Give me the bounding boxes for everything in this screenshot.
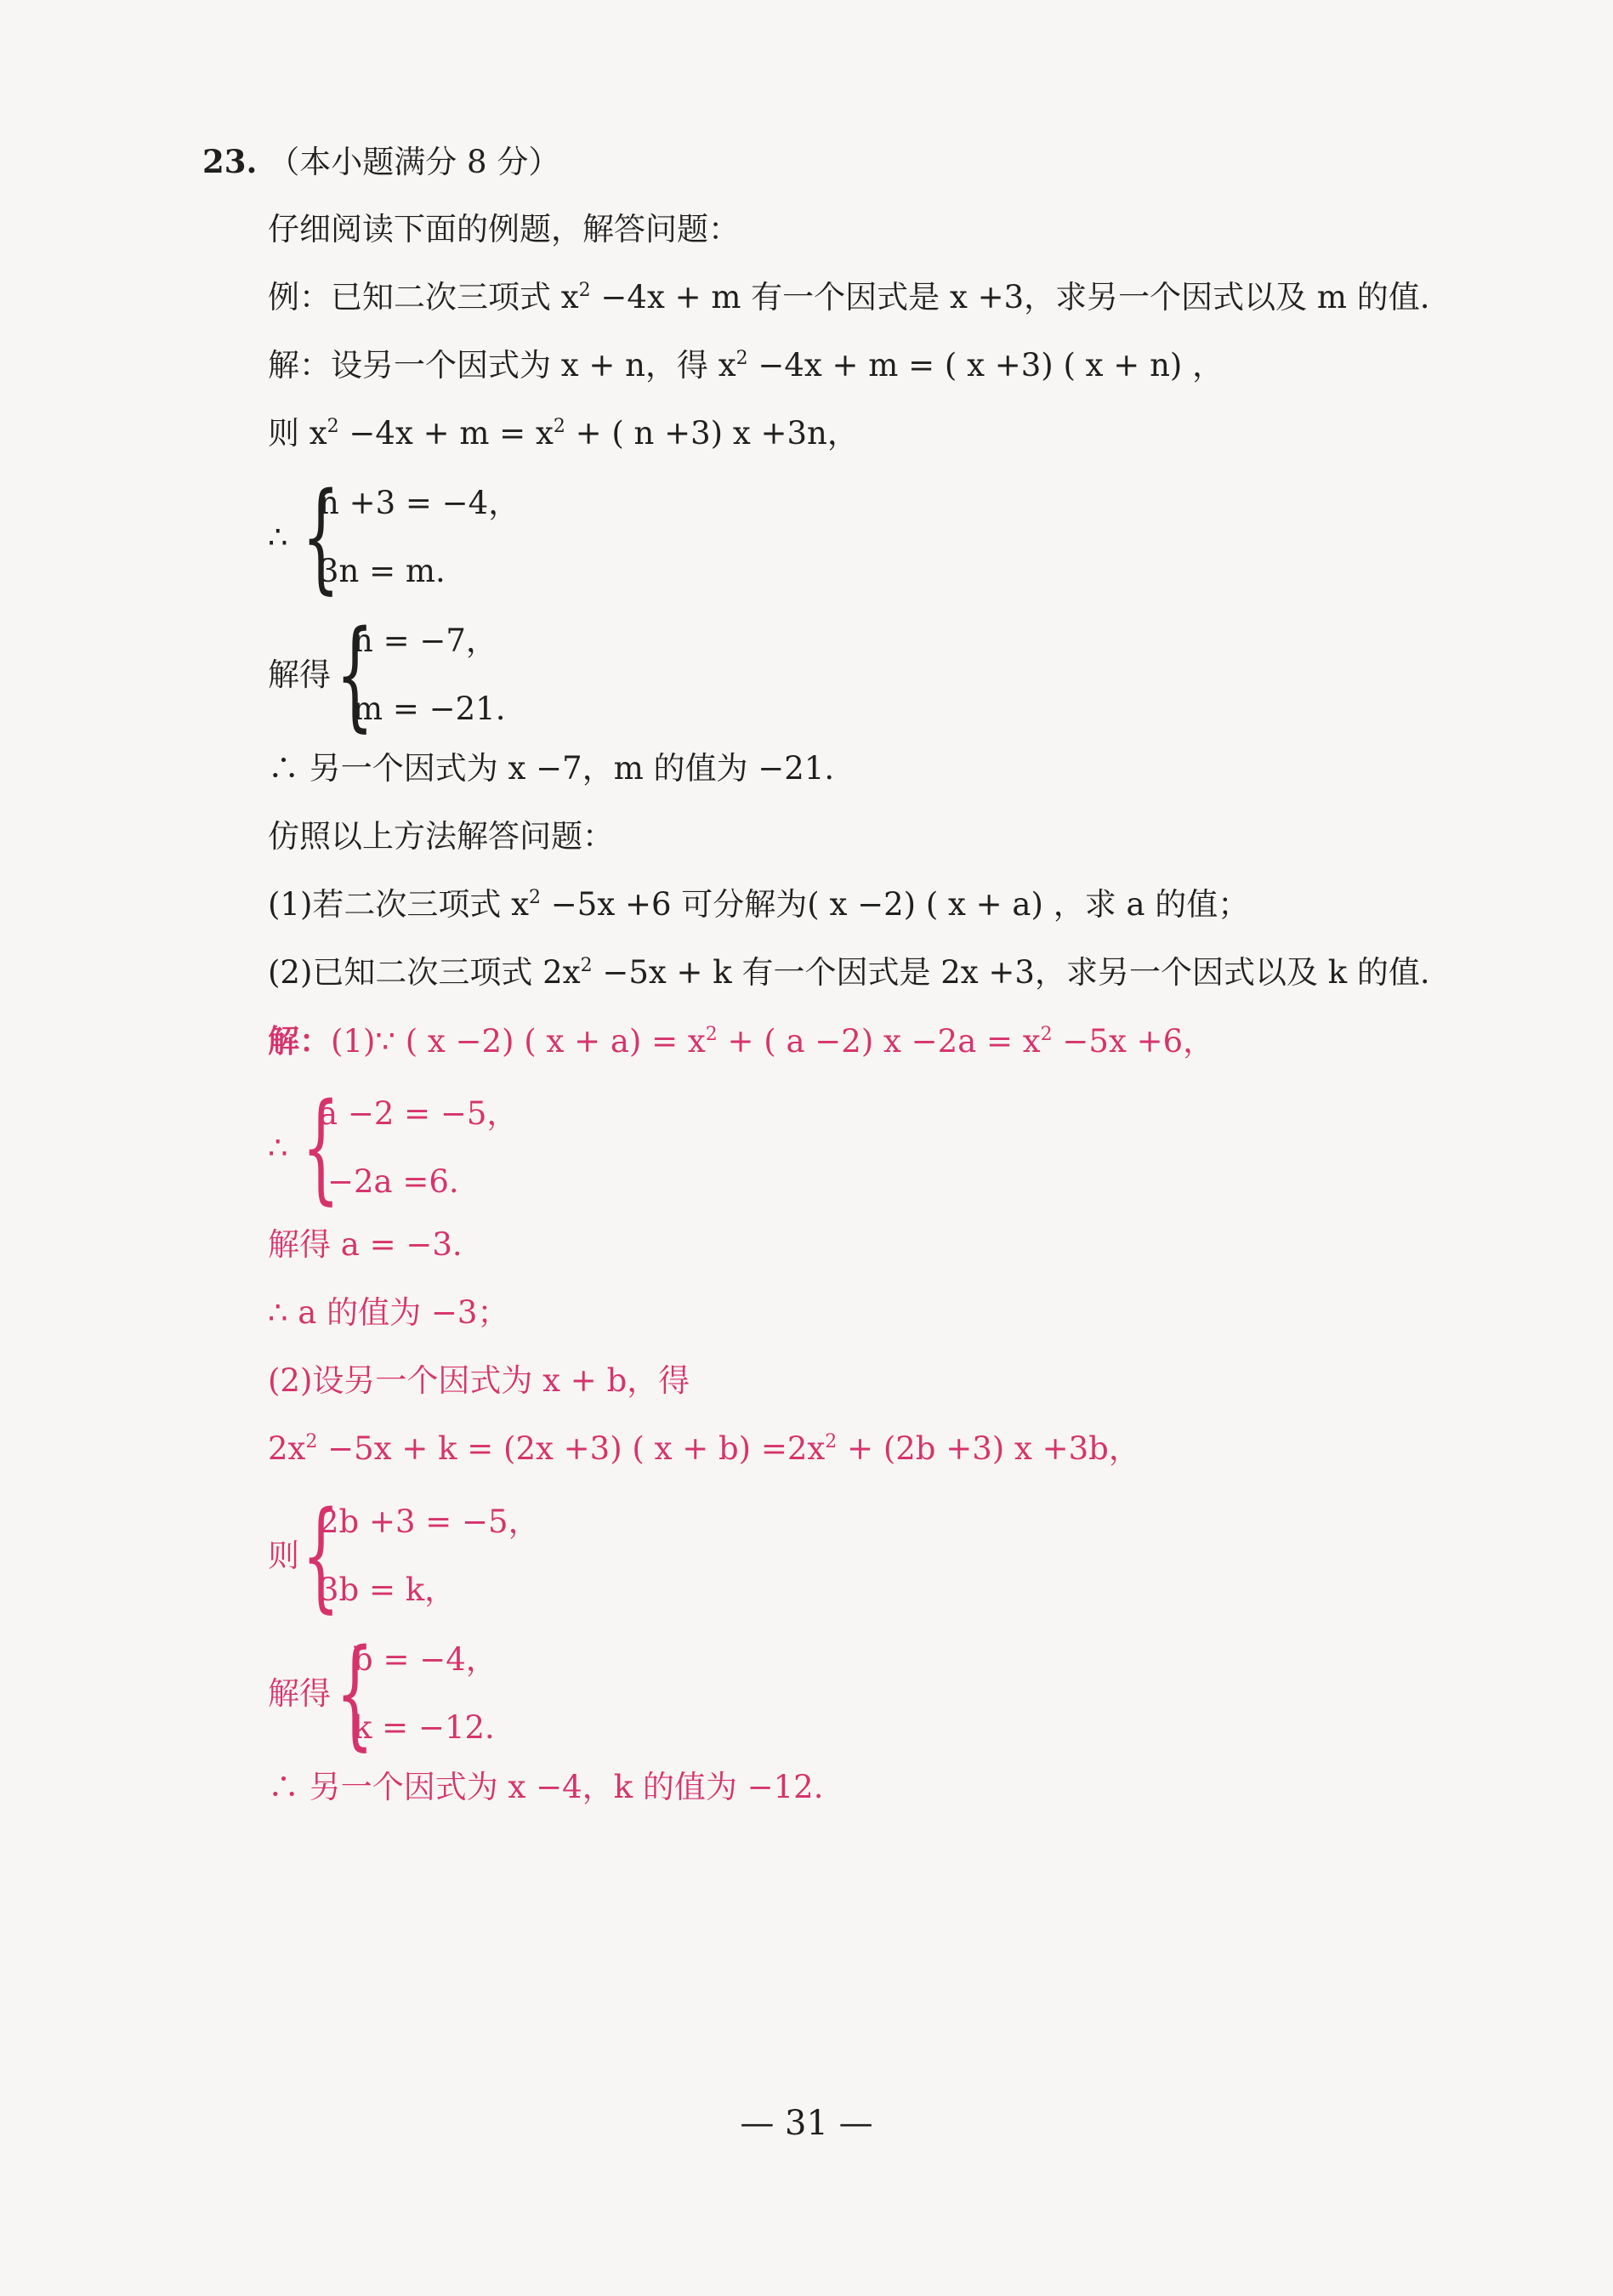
answer-p2-text-b: −5x + k = (2x +3) ( x + b) =2x — [317, 1430, 826, 1467]
superscript: 2 — [305, 1431, 318, 1452]
answer-part-1-line — [268, 1020, 1214, 1062]
system-row: 3b = k， — [319, 1571, 457, 1608]
answer-p1-text-b: + ( a −2) x −2a = x — [717, 1023, 1041, 1060]
answer-conclusion-1: ∴ a 的值为 −3； — [268, 1294, 509, 1331]
answer-label: 解： — [268, 1022, 331, 1060]
part-2-text-b: −5x + k 有一个因式是 2x +3，求另一个因式以及 k 的值. — [592, 954, 1430, 991]
part-1-text-b: −5x +6 可分解为( x −2) ( x + a) ，求 a 的值； — [541, 886, 1250, 923]
superscript: 2 — [736, 348, 748, 369]
system-lead: 解得 — [268, 1675, 331, 1712]
imitate-instruction: 仿照以上方法解答问题： — [268, 818, 614, 855]
system-row: m = −21. — [353, 691, 506, 727]
part-1-question — [268, 884, 1249, 925]
answer-p2-text-c: + (2b +3) x +3b， — [837, 1430, 1140, 1467]
answer-equation-system-1 — [268, 1078, 608, 1217]
question-header — [202, 141, 559, 183]
answer-part-2-intro: (2)设另一个因式为 x + b，得 — [268, 1362, 690, 1399]
example-equation-system-1 — [268, 468, 608, 606]
superscript: 2 — [578, 280, 591, 301]
example-expansion-line — [268, 413, 859, 454]
example-solution-text-a: 解：设另一个因式为 x + n，得 x — [268, 347, 736, 384]
superscript: 2 — [825, 1431, 838, 1452]
system-lead: ∴ — [268, 519, 288, 555]
part-1-text-a: (1)若二次三项式 x — [268, 886, 530, 923]
answer-equation-system-3 — [268, 1624, 608, 1763]
answer-p1-text-a: (1)∵ ( x −2) ( x + a) = x — [331, 1023, 706, 1060]
example-prompt-text-b: −4x + m 有一个因式是 x +3，求另一个因式以及 m 的值. — [590, 279, 1430, 315]
part-2-question — [268, 952, 1430, 993]
superscript: 2 — [529, 887, 542, 908]
system-lead: 解得 — [268, 656, 331, 693]
brace: { — [302, 1078, 340, 1217]
question-score-note: （本小题满分 8 分） — [268, 144, 560, 180]
brace: { — [302, 468, 340, 606]
example-expansion-text-b: −4x + m = x — [338, 415, 554, 452]
answer-conclusion-2: ∴ 另一个因式为 x −4，k 的值为 −12. — [268, 1769, 824, 1805]
superscript: 2 — [705, 1024, 718, 1045]
answer-solve-1: 解得 a = −3. — [268, 1226, 463, 1263]
answer-p2-text-a: 2x — [268, 1430, 306, 1467]
question-intro: 仔细阅读下面的例题，解答问题： — [268, 211, 740, 247]
example-prompt — [268, 277, 1429, 318]
superscript: 2 — [553, 416, 565, 437]
example-equation-system-2 — [268, 605, 608, 744]
system-lead: 则 — [268, 1537, 299, 1574]
question-number: 23. — [202, 143, 258, 180]
part-2-text-a: (2)已知二次三项式 2x — [268, 954, 581, 991]
answer-part-2-equation — [268, 1429, 1140, 1469]
example-solution-line — [268, 345, 1224, 386]
system-row: n +3 = −4， — [319, 485, 520, 521]
system-row: 3n = m. — [319, 553, 446, 589]
brace: { — [336, 605, 374, 744]
example-expansion-text-c: + ( n +3) x +3n， — [565, 415, 859, 452]
system-row: −2a =6. — [327, 1163, 459, 1200]
example-expansion-text-a: 则 x — [268, 415, 327, 452]
superscript: 2 — [1040, 1024, 1053, 1045]
example-solution-text-b: −4x + m = ( x +3) ( x + n) ， — [747, 347, 1224, 384]
system-lead: ∴ — [268, 1129, 288, 1166]
superscript: 2 — [580, 955, 593, 976]
system-row: n = −7， — [353, 622, 497, 659]
page-number: — 31 — — [740, 2104, 873, 2143]
answer-p1-text-c: −5x +6， — [1052, 1023, 1215, 1060]
superscript: 2 — [327, 416, 339, 437]
answer-equation-system-2 — [268, 1486, 608, 1625]
system-row: 2b +3 = −5， — [319, 1503, 540, 1540]
system-row: b = −4， — [353, 1641, 497, 1678]
brace: { — [336, 1624, 374, 1763]
example-prompt-text-a: 例：已知二次三项式 x — [268, 279, 579, 315]
system-row: a −2 = −5， — [319, 1095, 519, 1132]
example-conclusion: ∴ 另一个因式为 x −7，m 的值为 −21. — [268, 750, 835, 787]
system-row: k = −12. — [353, 1709, 495, 1746]
brace: { — [302, 1486, 340, 1625]
